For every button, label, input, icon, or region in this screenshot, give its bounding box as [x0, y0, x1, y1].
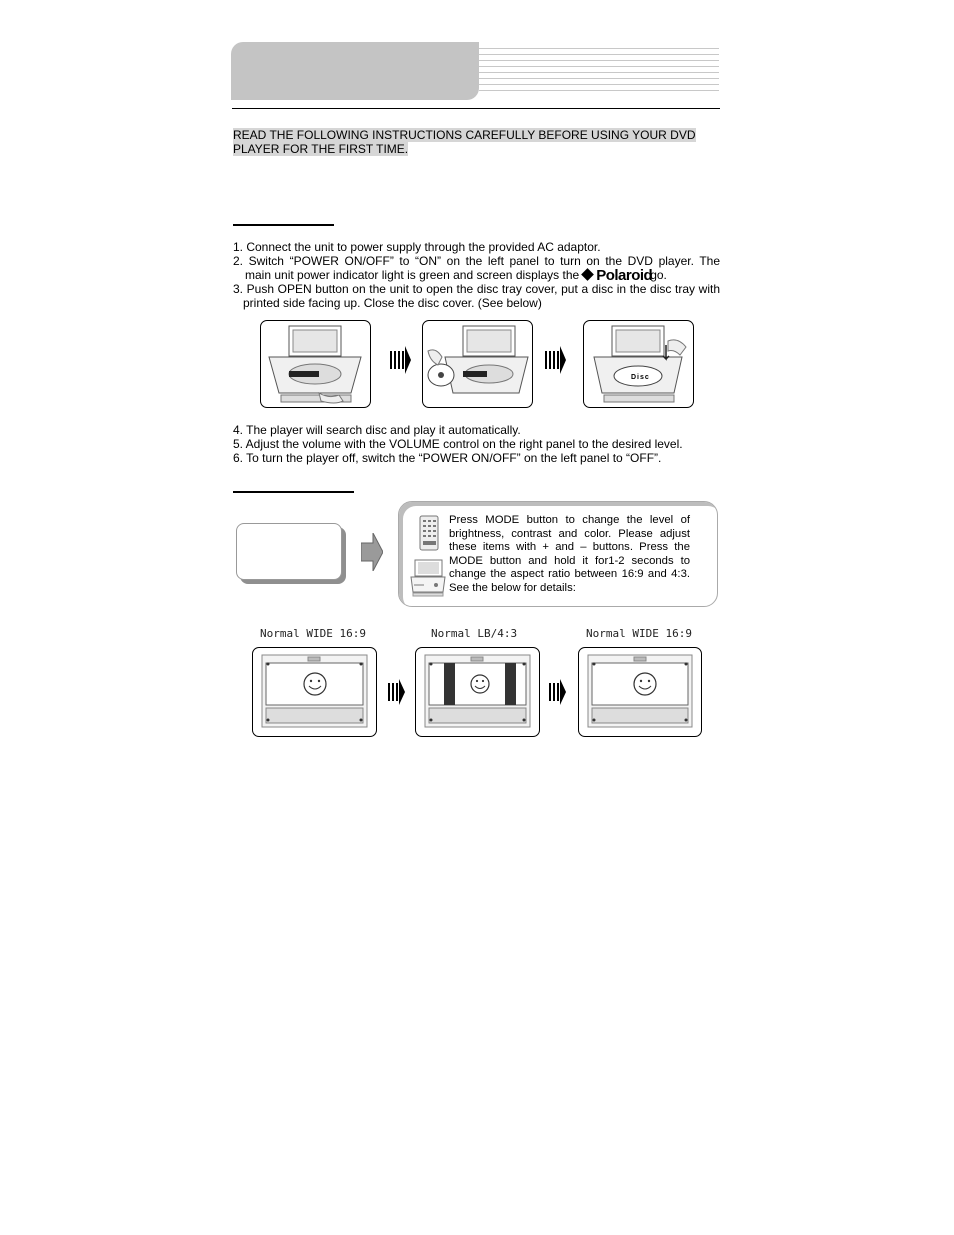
step-3: 3. Push OPEN button on the unit to open the disc tray cover, put a disc in the disc tray with	[233, 282, 720, 296]
arrow-right-icon	[388, 679, 406, 705]
disc-load-image-3	[583, 320, 694, 408]
tv-screen-icon	[579, 648, 701, 736]
section-rule-mode	[233, 491, 354, 493]
step-6: 6. To turn the player off, switch the “POWER ON/OFF” on the left panel to “OFF”.	[233, 451, 662, 465]
disc-label: Disc	[631, 374, 650, 381]
gray-arrow-icon	[361, 533, 383, 576]
step-2: 2. Switch “POWER ON/OFF” to “ON” on the left panel to turn on the DVD player. The	[233, 254, 720, 268]
header-rule	[232, 108, 720, 109]
step-5: 5. Adjust the volume with the VOLUME control on the right panel to the desired level.	[233, 437, 683, 451]
arrow-right-icon	[545, 346, 567, 374]
aspect-caption-2: Normal LB/4:3	[431, 627, 518, 640]
dvd-player-insert-disc-icon	[423, 321, 532, 407]
section-rule-getting-started	[233, 224, 334, 226]
tv-screen-letterbox-icon	[416, 648, 539, 736]
aspect-image-wide-2	[578, 647, 702, 737]
step-2-cont: main unit power indicator light is green and screen displays the Polaroidgo.	[245, 267, 667, 284]
remote-control-icon	[419, 515, 439, 556]
disc-load-image-2	[422, 320, 533, 408]
step-3-cont: printed side facing up. Close the disc cover. (See below)	[243, 296, 542, 310]
aspect-caption-1: Normal WIDE 16:9	[260, 627, 366, 640]
dvd-player-open-icon	[261, 321, 370, 407]
step-4: 4. The player will search disc and play it automatically.	[233, 423, 521, 437]
aspect-caption-3: Normal WIDE 16:9	[586, 627, 692, 640]
dvd-player-close-cover-icon	[584, 321, 693, 407]
mode-description: Press MODE button to change the level of brightness, contrast and color. Please adjust these items with + and – buttons. Press the MODE button and hold it for1-2 seconds to change the aspect ratio between 16:9 and 4:3. See the below for details:	[449, 514, 690, 594]
disc-load-image-1	[260, 320, 371, 408]
header-decoration-lines	[479, 48, 719, 96]
arrow-right-icon	[549, 679, 567, 705]
portable-dvd-player-icon	[410, 559, 446, 602]
header-title-box	[231, 42, 479, 100]
step-1: 1. Connect the unit to power supply through the provided AC adaptor.	[233, 240, 601, 254]
aspect-image-letterbox	[415, 647, 540, 737]
aspect-image-wide-1	[252, 647, 377, 737]
diamond-icon	[581, 268, 594, 281]
arrow-right-icon	[390, 346, 412, 374]
warning-notice: READ THE FOLLOWING INSTRUCTIONS CAREFULLY BEFORE USING YOUR DVD PLAYER FOR THE FIRST TIME.	[233, 128, 696, 156]
tv-screen-icon	[253, 648, 376, 736]
mode-label-box	[236, 523, 342, 580]
polaroid-logo: Polaroid	[583, 269, 652, 283]
